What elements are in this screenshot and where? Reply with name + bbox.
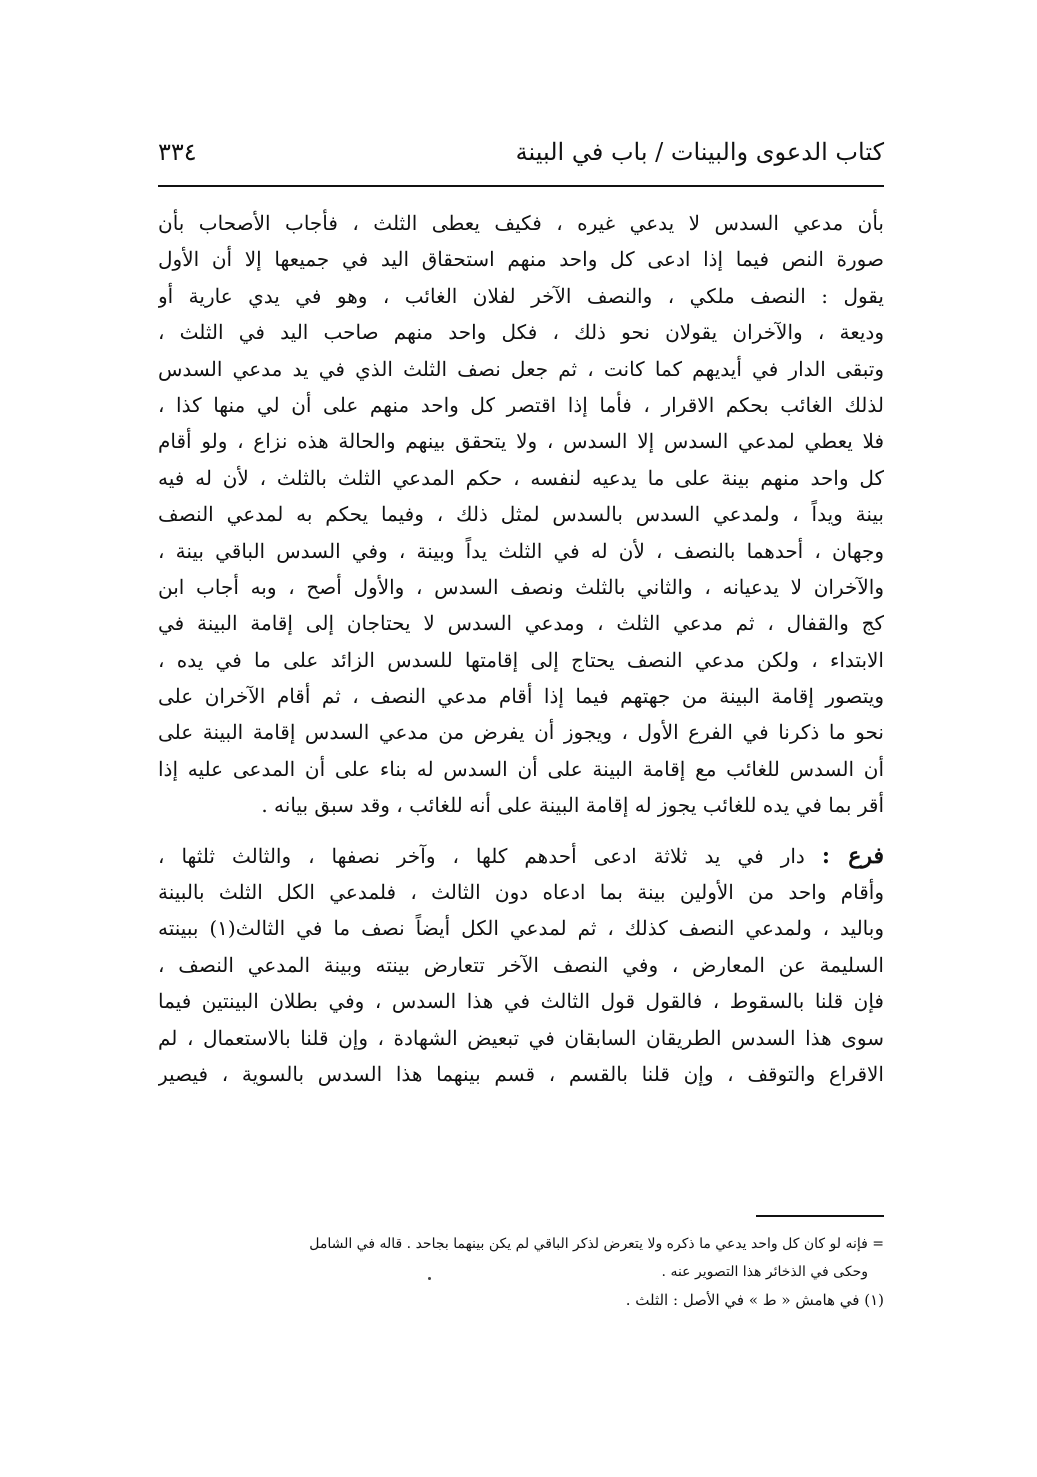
text-line: كل واحد منهم بينة على ما يدعيه لنفسه ، حكم المدعي الثلث بالثلث ، لأن له فيه <box>158 465 884 490</box>
section-lead-word: فرع : <box>821 842 884 869</box>
paragraph-2 <box>158 838 884 1093</box>
running-header <box>158 132 884 180</box>
text-line: فإن قلنا بالسقوط ، فالقول قول الثالث في هذا السدس ، وفي بطلان البينتين فيما <box>158 989 884 1014</box>
footnotes <box>158 1230 884 1314</box>
footnote-separator <box>756 1215 884 1217</box>
text-line-lead <box>158 838 884 874</box>
paragraph-1 <box>158 205 884 824</box>
text-line: فلا يعطي لمدعي السدس إلا السدس ، ولا يتحقق بينهم والحالة هذه نزاع ، ولو أقام <box>158 429 884 454</box>
text-line-rest: دار في يد ثلاثة ادعى أحدهم كلها ، وآخر نصفها ، والثالث ثلثها ، <box>158 843 805 868</box>
text-line: أقر بما في يده للغائب يجوز له إقامة البينة على أنه للغائب ، وقد سبق بيانه . <box>261 793 884 818</box>
text-line: بينة ويداً ، ولمدعي السدس بالسدس لمثل ذلك ، وفيما يحكم به لمدعي النصف <box>158 502 884 527</box>
text-line: وجهان ، أحدهما بالنصف ، لأن له في الثلث يداً وبينة ، وفي السدس الباقي بينة ، <box>158 538 884 563</box>
header-title: كتاب الدعوى والبينات / باب في البينة <box>515 138 884 166</box>
page-number: ٣٣٤ <box>158 138 197 166</box>
text-line: كج والقفال ، ثم مدعي الثلث ، ومدعي السدس لا يحتاجان إلى إقامة البينة في <box>158 611 884 636</box>
text-line: نحو ما ذكرنا في الفرع الأول ، ويجوز أن يفرض من مدعي السدس إقامة البينة على <box>158 720 884 745</box>
text-line: وباليد ، ولمدعي النصف كذلك ، ثم لمدعي الكل أيضاً نصف ما في الثالث(١) ببينته <box>158 916 884 941</box>
text-line: بأن مدعي السدس لا يدعي غيره ، فكيف يعطى الثلث ، فأجاب الأصحاب بأن <box>158 211 884 235</box>
text-line: يقول : النصف ملكي ، والنصف الآخر لفلان الغائب ، وهو في يدي عارية أو <box>158 283 884 308</box>
footnote-line: وحكى في الذخائر هذا التصوير عنه . <box>661 1264 868 1280</box>
text-line: أن السدس للغائب مع إقامة البينة على أن السدس له بناء على أن المدعى عليه إذا <box>158 756 884 781</box>
text-line: وديعة ، والآخران يقولان نحو ذلك ، فكل واحد منهم صاحب اليد في الثلث ، <box>158 320 884 345</box>
scan-speck <box>428 1277 431 1280</box>
text-line: والآخران لا يدعيانه ، والثاني بالثلث ونصف السدس ، والأول أصح ، وبه أجاب ابن <box>158 574 884 599</box>
text-line: سوى هذا السدس الطريقان السابقان في تبعيض الشهادة ، وإن قلنا بالاستعمال ، لم <box>158 1025 884 1050</box>
text-line: وأقام واحد من الأولين بينة بما ادعاه دون الثالث ، فلمدعي الكل الثلث بالبينة <box>158 880 884 905</box>
text-line: الابتداء ، ولكن مدعي النصف يحتاج إلى إقامتها للسدس الزائد على ما في يده ، <box>158 647 884 672</box>
text-line: السليمة عن المعارض ، وفي النصف الآخر تتعارض بينته وبينة المدعي النصف ، <box>158 952 884 977</box>
text-line: وتبقى الدار في أيديهم كما كانت ، ثم جعل نصف الثلث الذي في يد مدعي السدس <box>158 356 884 381</box>
text-line: ويتصور إقامة البينة من جهتهم فيما إذا أقام مدعي النصف ، ثم أقام الآخران على <box>158 684 884 709</box>
footnote-line: = فإنه لو كان كل واحد يدعي ما ذكره ولا يتعرض لذكر الباقي لم يكن بينهما بجاحد . قاله في الشامل <box>309 1236 884 1252</box>
text-line: صورة النص فيما إذا ادعى كل واحد منهم استحقاق اليد في جميعها إلا أن الأول <box>158 247 884 272</box>
header-rule <box>158 185 884 187</box>
footnote-1: (١) في هامش « ط » في الأصل : الثلث . <box>625 1291 884 1309</box>
paragraph-gap <box>158 824 884 838</box>
text-line: الاقراع والتوقف ، وإن قلنا بالقسم ، قسم بينهما هذا السدس بالسوية ، فيصير <box>158 1061 884 1086</box>
main-text <box>158 205 884 1092</box>
text-line: لذلك الغائب بحكم الاقرار ، فأما إذا اقتصر كل واحد منهم على أن لي منها كذا ، <box>158 392 884 417</box>
